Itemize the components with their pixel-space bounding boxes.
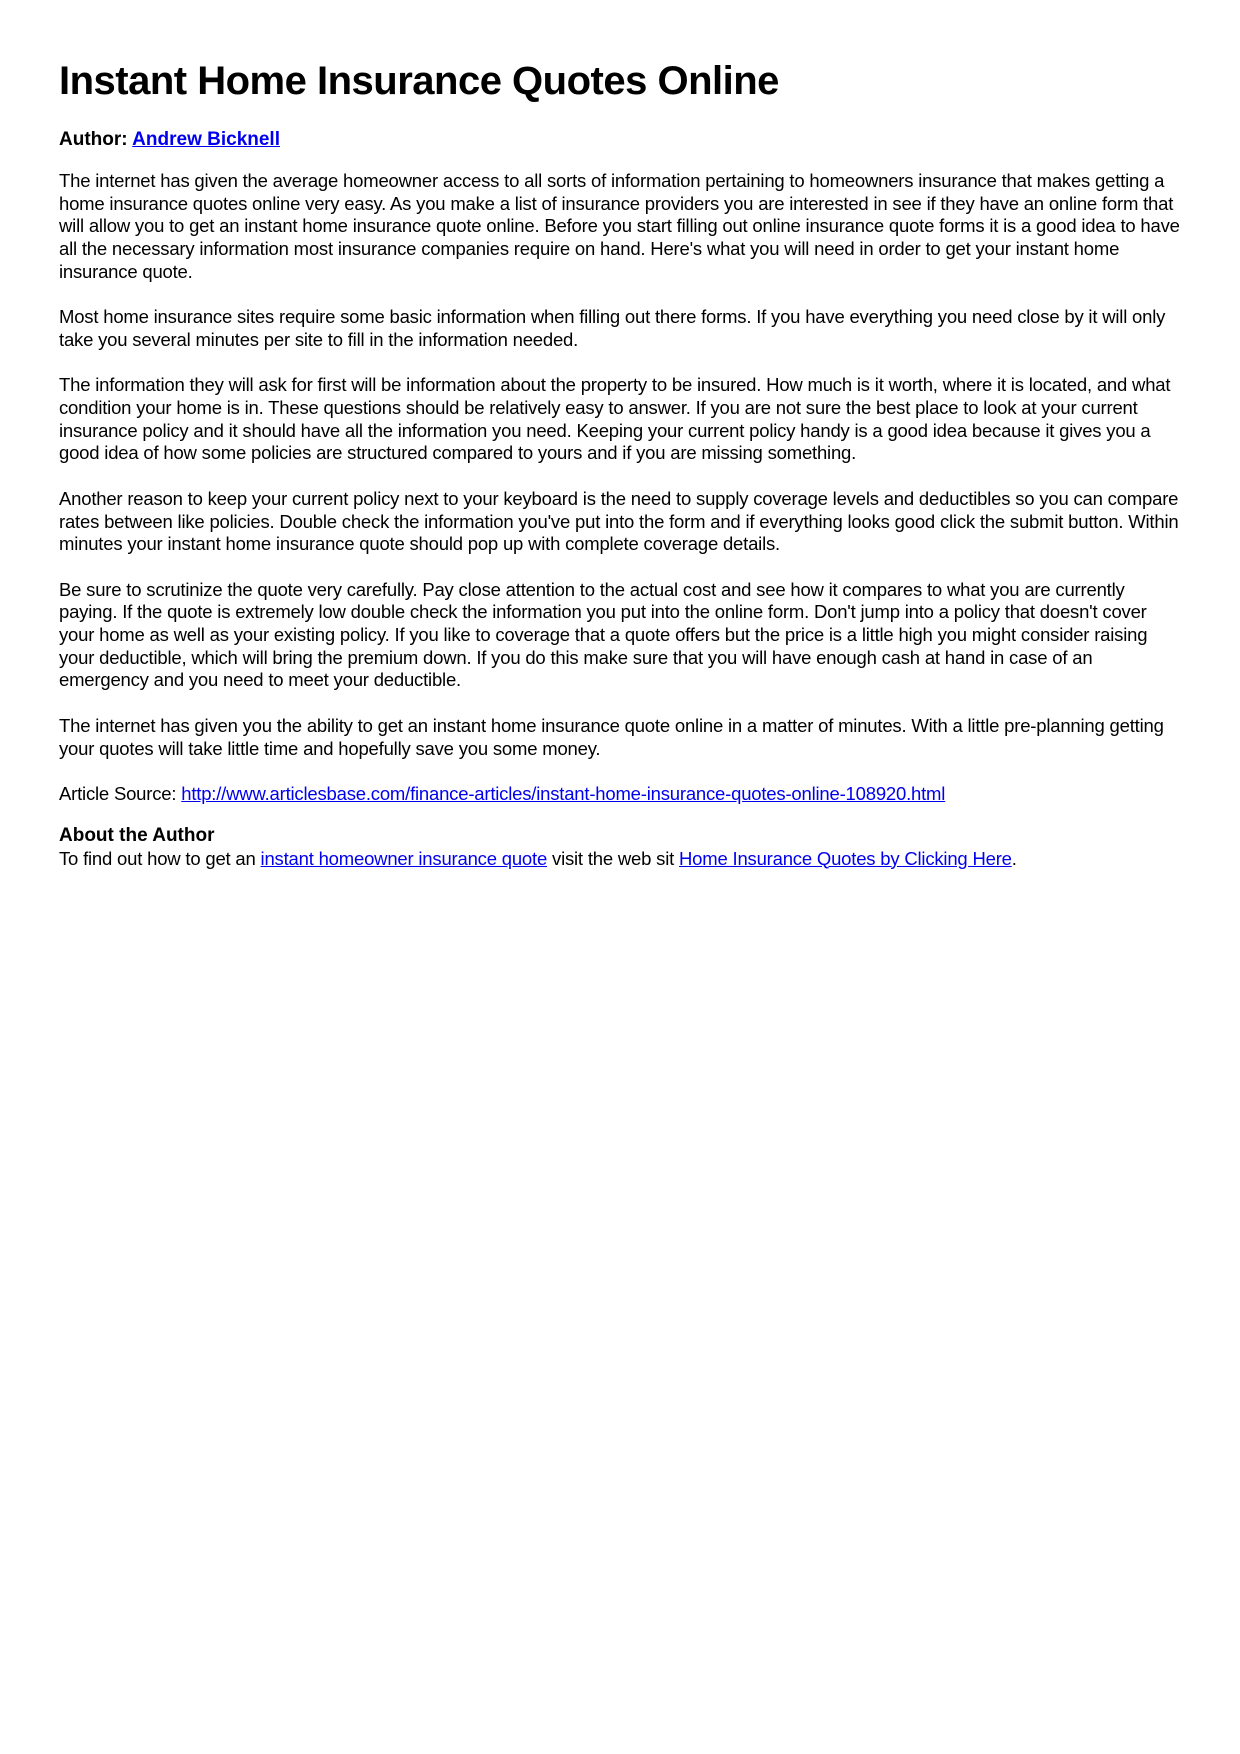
about-author-heading: About the Author [59,824,215,846]
author-line [59,128,1183,152]
page-title: Instant Home Insurance Quotes Online [59,59,779,103]
paragraph: Another reason to keep your current policy next to your keyboard is the need to supply coverage levels and deductibles so you can compare rates between like policies. Double check the information you've put into the form and if everything looks good click the submit button. Within minutes your instant home insurance quote should pop up with complete coverage details. [59,487,1179,555]
about-text-middle: visit the web sit [552,847,675,869]
paragraph: Most home insurance sites require some basic information when filling out there forms. If you have everything you need close by it will only take you several minutes per site to fill in the information needed. [59,306,1166,350]
about-author-text [59,848,1183,871]
home-insurance-quotes-link[interactable]: Home Insurance Quotes by Clicking Here [679,847,1012,869]
source-label: Article Source: [59,782,177,804]
homeowner-quote-link[interactable]: instant homeowner insurance quote [260,847,548,869]
about-text-end: . [1011,847,1017,869]
about-text-before: To find out how to get an [59,847,256,869]
author-label: Author: [59,129,128,150]
source-link[interactable]: http://www.articlesbase.com/finance-articles/instant-home-insurance-quotes-online-108920.html [181,782,946,804]
paragraph: The information they will ask for first will be information about the property to be insured. How much is it worth, where it is located, and what condition your home is in. These questions should be relatively easy to answer. If you are not sure the best place to look at your current insurance policy and it should have all the information you need. Keeping your current policy handy is a good idea because it gives you a good idea of how some policies are structured compared to yours and if you are missing something. [59,374,1171,464]
author-link[interactable]: Andrew Bicknell [132,129,280,150]
paragraph: The internet has given the average homeowner access to all sorts of information pertaining to homeowners insurance that makes getting a home insurance quotes online very easy. As you make a list of insurance providers you are interested in see if they have an online form that will allow you to get an instant home insurance quote online. Before you start filling out online insurance quote forms it is a good idea to have all the necessary information most insurance companies require on hand. Here's what you will need in order to get your instant home insurance quote. [59,170,1180,282]
article [59,56,1183,870]
article-source [59,783,1183,806]
paragraph: Be sure to scrutinize the quote very carefully. Pay close attention to the actual cost and see how it compares to what you are currently paying. If the quote is extremely low double check the information you put into the online form. Don't jump into a policy that doesn't cover your home as well as your existing policy. If you like to coverage that a quote offers but the price is a little high you might consider raising your deductible, which will bring the premium down. If you do this make sure that you will have enough cash at hand in case of an emergency and you need to meet your deductible. [59,578,1148,691]
paragraph: The internet has given you the ability to get an instant home insurance quote online in a matter of minutes. With a little pre-planning getting your quotes will take little time and hopefully save you some money. [59,714,1164,759]
